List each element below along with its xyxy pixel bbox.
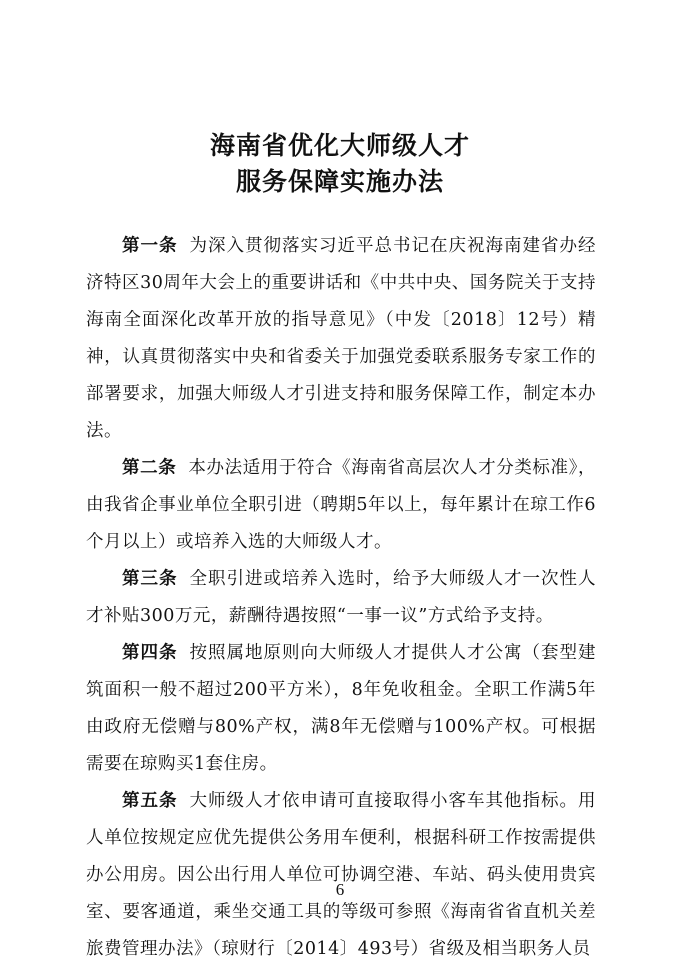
article-2 — [86, 450, 596, 561]
article-3-label: 第三条 — [122, 569, 178, 589]
article-3 — [86, 561, 596, 635]
page-number: 6 — [335, 880, 345, 899]
article-1-text: 为深入贯彻落实习近平总书记在庆祝海南建省办经济特区30周年大会上的重要讲话和《中共中央、国务院关于支持海南全面深化改革开放的指导意见》（中发〔2018〕12号）精神，认真贯彻落实中央和省委关于加强党委联系服务专家工作的部署要求，加强大师级人才引进支持和服务保障工作，制定本办法。 — [86, 236, 596, 441]
article-2-label: 第二条 — [122, 458, 177, 478]
article-4-label: 第四条 — [122, 643, 178, 663]
document-title-line-2: 服务保障实施办法 — [235, 167, 444, 196]
article-4-text: 按照属地原则向大师级人才提供人才公寓（套型建筑面积一般不超过200平方米），8年免收租金。全职工作满5年由政府无偿赠与80%产权，满8年无偿赠与100%产权。可根据需要在琼购买1套住房。 — [86, 643, 596, 774]
article-5 — [86, 783, 596, 968]
article-2-text: 本办法适用于符合《海南省高层次人才分类标准》，由我省企事业单位全职引进（聘期5年以上，每年累计在琼工作6个月以上）或培养入选的大师级人才。 — [86, 458, 597, 552]
article-1-label: 第一条 — [122, 236, 178, 256]
article-4 — [86, 635, 596, 783]
document-title-line-1: 海南省优化大师级人才 — [209, 131, 470, 160]
document-body — [86, 228, 596, 968]
article-3-text: 全职引进或培养入选时，给予大师级人才一次性人才补贴300万元，薪酬待遇按照“一事一议”方式给予支持。 — [86, 569, 596, 626]
article-1 — [86, 228, 596, 450]
article-5-label: 第五条 — [122, 791, 178, 811]
article-5-text: 大师级人才依申请可直接取得小客车其他指标。用人单位按规定应优先提供公务用车便利，根据科研工作按需提供办公用房。因公出行用人单位可协调空港、车站、码头使用贵宾室、要客通道，乘坐交通工具的等级可参照《海南省省直机关差旅费管理办法》（琼财行〔2014〕493号）省级及相当职务人员 — [86, 791, 596, 959]
